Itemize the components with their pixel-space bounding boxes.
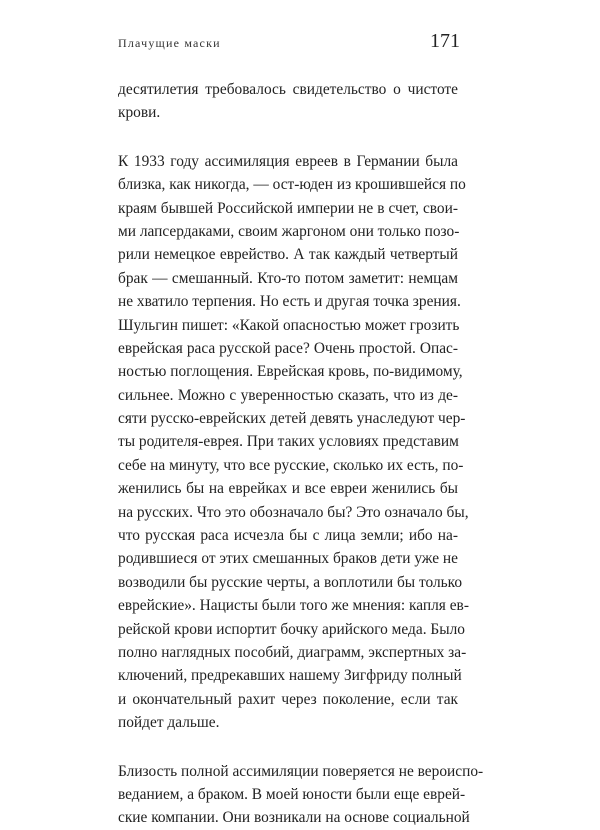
text-line: Близость полной ассимиляции поверяется не вероиспо- bbox=[118, 762, 484, 780]
text-line: сяти русско-еврейских детей девять унаследуют чер- bbox=[118, 410, 466, 428]
page-number: 171 bbox=[430, 30, 460, 52]
text-line: что русская раса исчезла бы с лица земли; ибо на- bbox=[118, 527, 458, 545]
running-title: Плачущие маски bbox=[118, 36, 221, 50]
text-line: еврейская раса русской расе? Очень простой. Опас- bbox=[118, 339, 458, 357]
text-line: Шульгин пишет: «Какой опасностью может грозить bbox=[118, 316, 460, 334]
text-line: женились бы на еврейках и все евреи женились бы bbox=[118, 480, 458, 498]
text-line: крови. bbox=[118, 104, 161, 122]
text-line: десятилетия требовалось свидетельство о чистоте bbox=[118, 81, 458, 98]
text-line: рили немецкое еврейство. А так каждый четвертый bbox=[118, 246, 458, 264]
text-line: ностью поглощения. Еврейская кровь, по-видимому, bbox=[118, 363, 463, 381]
text-line: сильнее. Можно с уверенностью сказать, что из де- bbox=[118, 386, 458, 404]
text-line: ключений, предрекавших нашему Зигфриду полный bbox=[118, 667, 462, 685]
text-line: брак — смешанный. Кто-то потом заметит: немцам bbox=[118, 269, 458, 287]
text-line: ские компании. Они возникали на основе социальной bbox=[118, 809, 470, 827]
text-line: К 1933 году ассимиляция евреев в Германии была bbox=[118, 152, 458, 170]
text-line: полно наглядных пособий, диаграмм, экспертных за- bbox=[118, 643, 467, 661]
text-line: краям бывшей Российской империи не в счет, свои- bbox=[118, 199, 458, 217]
text-line: не хватило терпения. Но есть и другая точка зрения. bbox=[118, 293, 461, 311]
text-line: родившиеся от этих смешанных браков дети уже не bbox=[118, 550, 458, 568]
text-line: рейской крови испортит бочку арийского меда. Было bbox=[118, 620, 465, 638]
text-line: на русских. Что это обозначало бы? Это означало бы, bbox=[118, 503, 469, 521]
text-line: ты родителя-еврея. При таких условиях представим bbox=[118, 433, 459, 451]
text-line: близка, как никогда, — ост-юден из крошившейся по bbox=[118, 176, 466, 194]
text-line: и окончательный рахит через поколение, если так bbox=[118, 690, 458, 708]
text-line: веданием, а браком. В моей юности были еще еврей- bbox=[118, 785, 466, 803]
text-line: пойдет дальше. bbox=[118, 714, 220, 732]
text-line: ми лапсердаками, своим жаргоном они только позо- bbox=[118, 222, 460, 240]
text-line: возводили бы русские черты, а воплотили бы только bbox=[118, 573, 463, 591]
paragraph bbox=[118, 78, 458, 125]
body-text bbox=[118, 78, 484, 830]
text-line: еврейские». Нацисты были того же мнения: капля ев- bbox=[118, 597, 469, 615]
paragraph bbox=[118, 760, 484, 830]
page-header bbox=[116, 30, 460, 54]
paragraph bbox=[118, 150, 469, 735]
text-line: себе на минуту, что все русские, сколько их есть, по- bbox=[118, 456, 464, 474]
